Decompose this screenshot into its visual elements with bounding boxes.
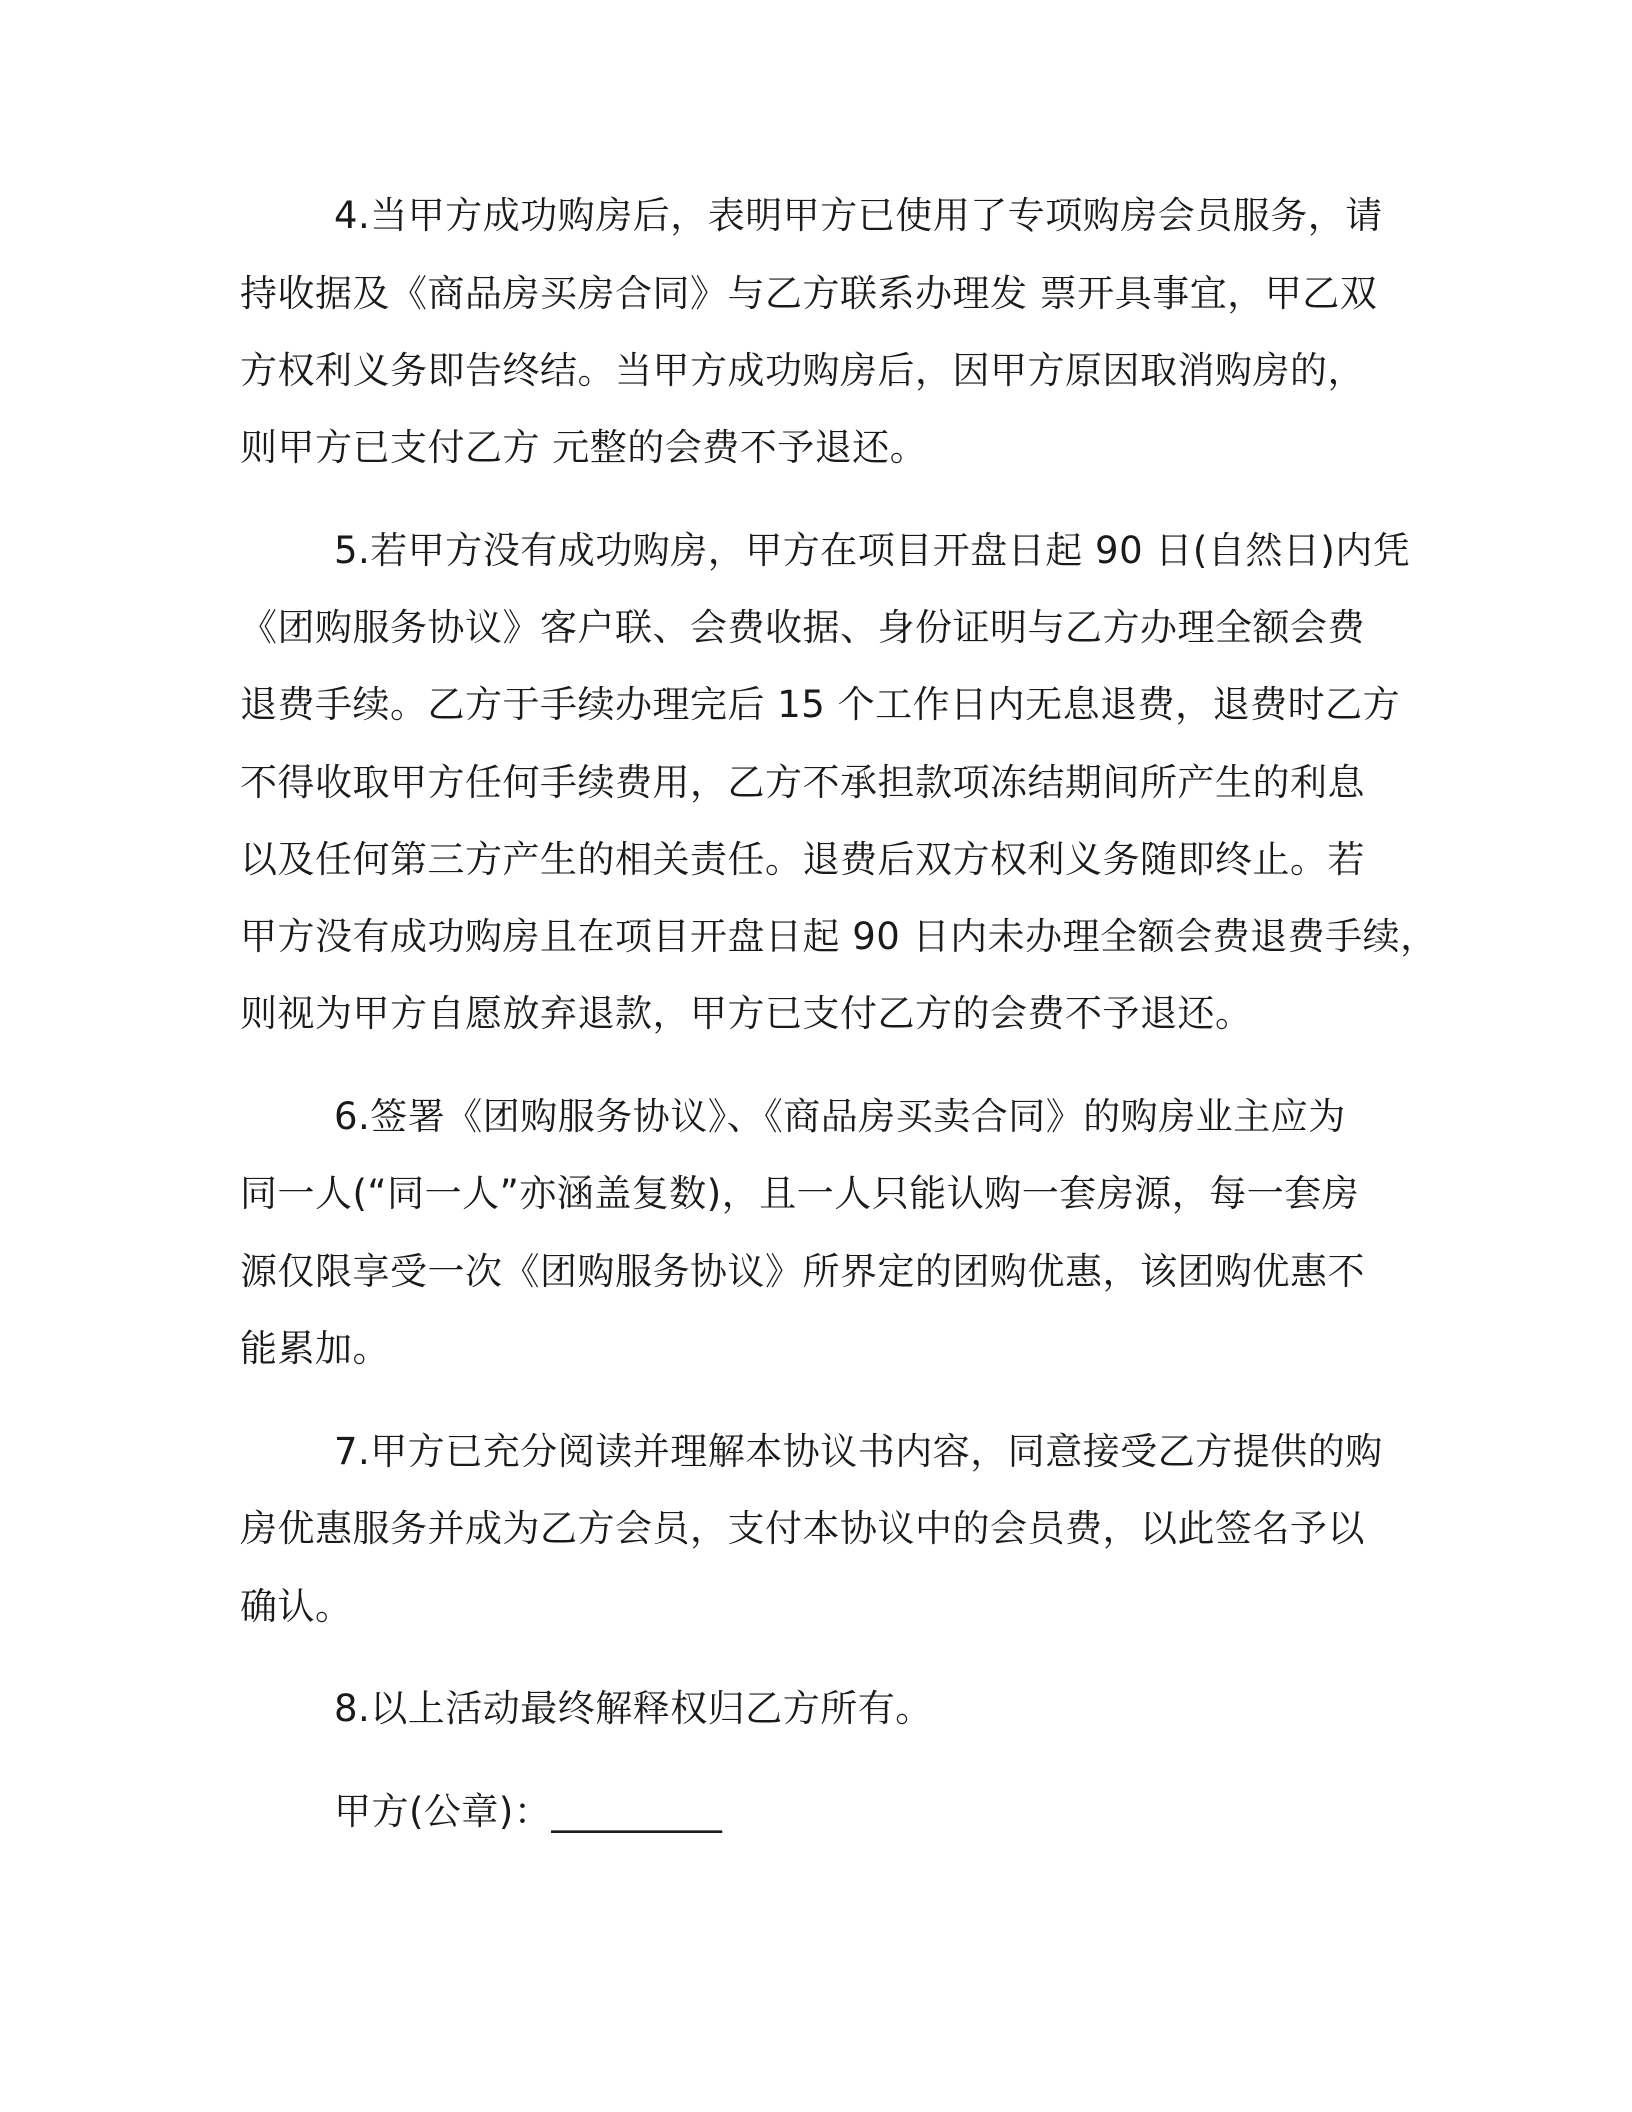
paragraph-4-line-2: 持收据及《商品房买房合同》与乙方联系办理发 票开具事宜，甲乙双 [240,272,1378,315]
paragraph-5-line-3: 退费手续。乙方于手续办理完后 15 个工作日内无息退费，退费时乙方 [240,683,1401,726]
paragraph-4-line-1: 4.当甲方成功购房后，表明甲方已使用了专项购房会员服务，请 [334,194,1383,237]
signature-line: 甲方(公章)：_________ [334,1790,723,1833]
paragraph-5-line-5: 以及任何第三方产生的相关责任。退费后双方权利义务随即终止。若 [240,838,1365,881]
paragraph-6-line-1: 6.签署《团购服务协议》、《商品房买卖合同》的购房业主应为 [334,1095,1346,1138]
paragraph-5-line-4: 不得收取甲方任何手续费用，乙方不承担款项冻结期间所产生的利息 [240,761,1365,804]
paragraph-7-line-2: 房优惠服务并成为乙方会员，支付本协议中的会员费，以此签名予以 [240,1507,1365,1550]
paragraph-5-line-2: 《团购服务协议》客户联、会费收据、身份证明与乙方办理全额会费 [240,606,1365,649]
paragraph-6-line-4: 能累加。 [240,1327,390,1370]
paragraph-5-line-1: 5.若甲方没有成功购房，甲方在项目开盘日起 90 日(自然日)内凭 [334,529,1411,572]
paragraph-5-line-7: 则视为甲方自愿放弃退款，甲方已支付乙方的会费不予退还。 [240,992,1253,1035]
paragraph-7-line-3: 确认。 [240,1585,353,1628]
paragraph-6-line-3: 源仅限享受一次《团购服务协议》所界定的团购优惠，该团购优惠不 [240,1250,1365,1293]
paragraph-7-line-1: 7.甲方已充分阅读并理解本协议书内容，同意接受乙方提供的购 [334,1430,1383,1473]
paragraph-4-line-3: 方权利义务即告终结。当甲方成功购房后，因甲方原因取消购房的， [240,349,1365,392]
paragraph-5-line-6: 甲方没有成功购房且在项目开盘日起 90 日内未办理全额会费退费手续， [240,915,1438,958]
paragraph-6-line-2: 同一人(“同一人”亦涵盖复数)，且一人只能认购一套房源，每一套房 [240,1172,1360,1215]
paragraph-8-line-1: 8.以上活动最终解释权归乙方所有。 [334,1687,933,1730]
paragraph-4-line-4: 则甲方已支付乙方 元整的会费不予退还。 [240,426,928,469]
